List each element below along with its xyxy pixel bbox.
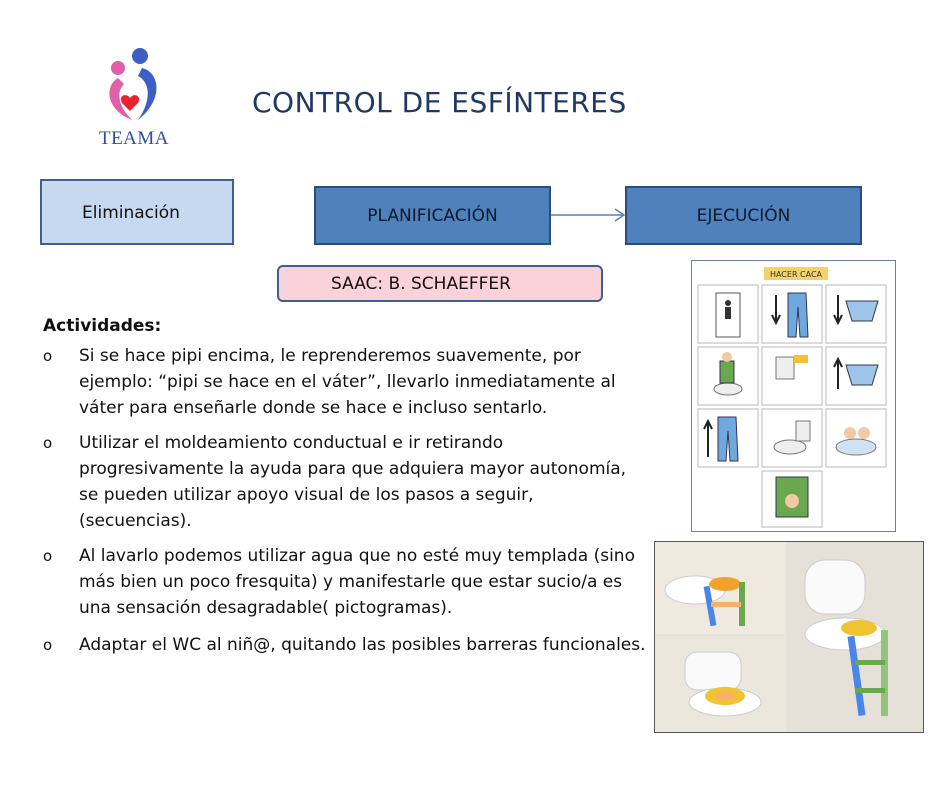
list-item-text: Utilizar el moldeamiento conductual e ir retirando progresivamente la ayuda para que adquiera mayor autonomía, se pueden utilizar apoyo visual de los pasos a seguir, (secuencias).: [79, 433, 627, 531]
toilet-trainer-photos: [654, 541, 924, 733]
bullet-marker: o: [43, 547, 53, 565]
logo-text: TEAMA: [98, 128, 170, 149]
activities-heading: Actividades:: [43, 316, 162, 336]
saac-box: SAAC: B. SCHAEFFER: [277, 265, 603, 302]
eliminacion-box: Eliminación: [40, 179, 234, 245]
bullet-marker: o: [43, 434, 53, 452]
list-item-text: Adaptar el WC al niñ@, quitando las posibles barreras funcionales.: [79, 635, 646, 655]
pictogram-flush: [762, 409, 822, 467]
ejecucion-box: EJECUCIÓN: [625, 186, 862, 245]
pictogram-wash-hands: [826, 409, 886, 467]
pictogram-title: HACER CACA: [769, 270, 823, 279]
planificacion-box: PLANIFICACIÓN: [314, 186, 551, 245]
pictogram-card: [691, 260, 896, 532]
page-title: CONTROL DE ESFÍNTERES: [252, 86, 627, 119]
bullet-marker: o: [43, 347, 53, 365]
bullet-marker: o: [43, 636, 53, 654]
pictogram-grid: [692, 261, 895, 531]
arrow-right-icon: [551, 205, 627, 225]
list-item-text: Al lavarlo podemos utilizar agua que no esté muy templada (sino más bien un poco fresquita) y manifestarle que estar sucio/a es una sensación desagradable( pictogramas).: [79, 546, 635, 618]
photo-collage: [655, 542, 923, 732]
list-item-text: Si se hace pipi encima, le reprenderemos suavemente, por ejemplo: “pipi se hace en el váter”, llevarlo inmediatamente al váter para enseñarle donde se hace e incluso sentarlo.: [79, 346, 616, 418]
